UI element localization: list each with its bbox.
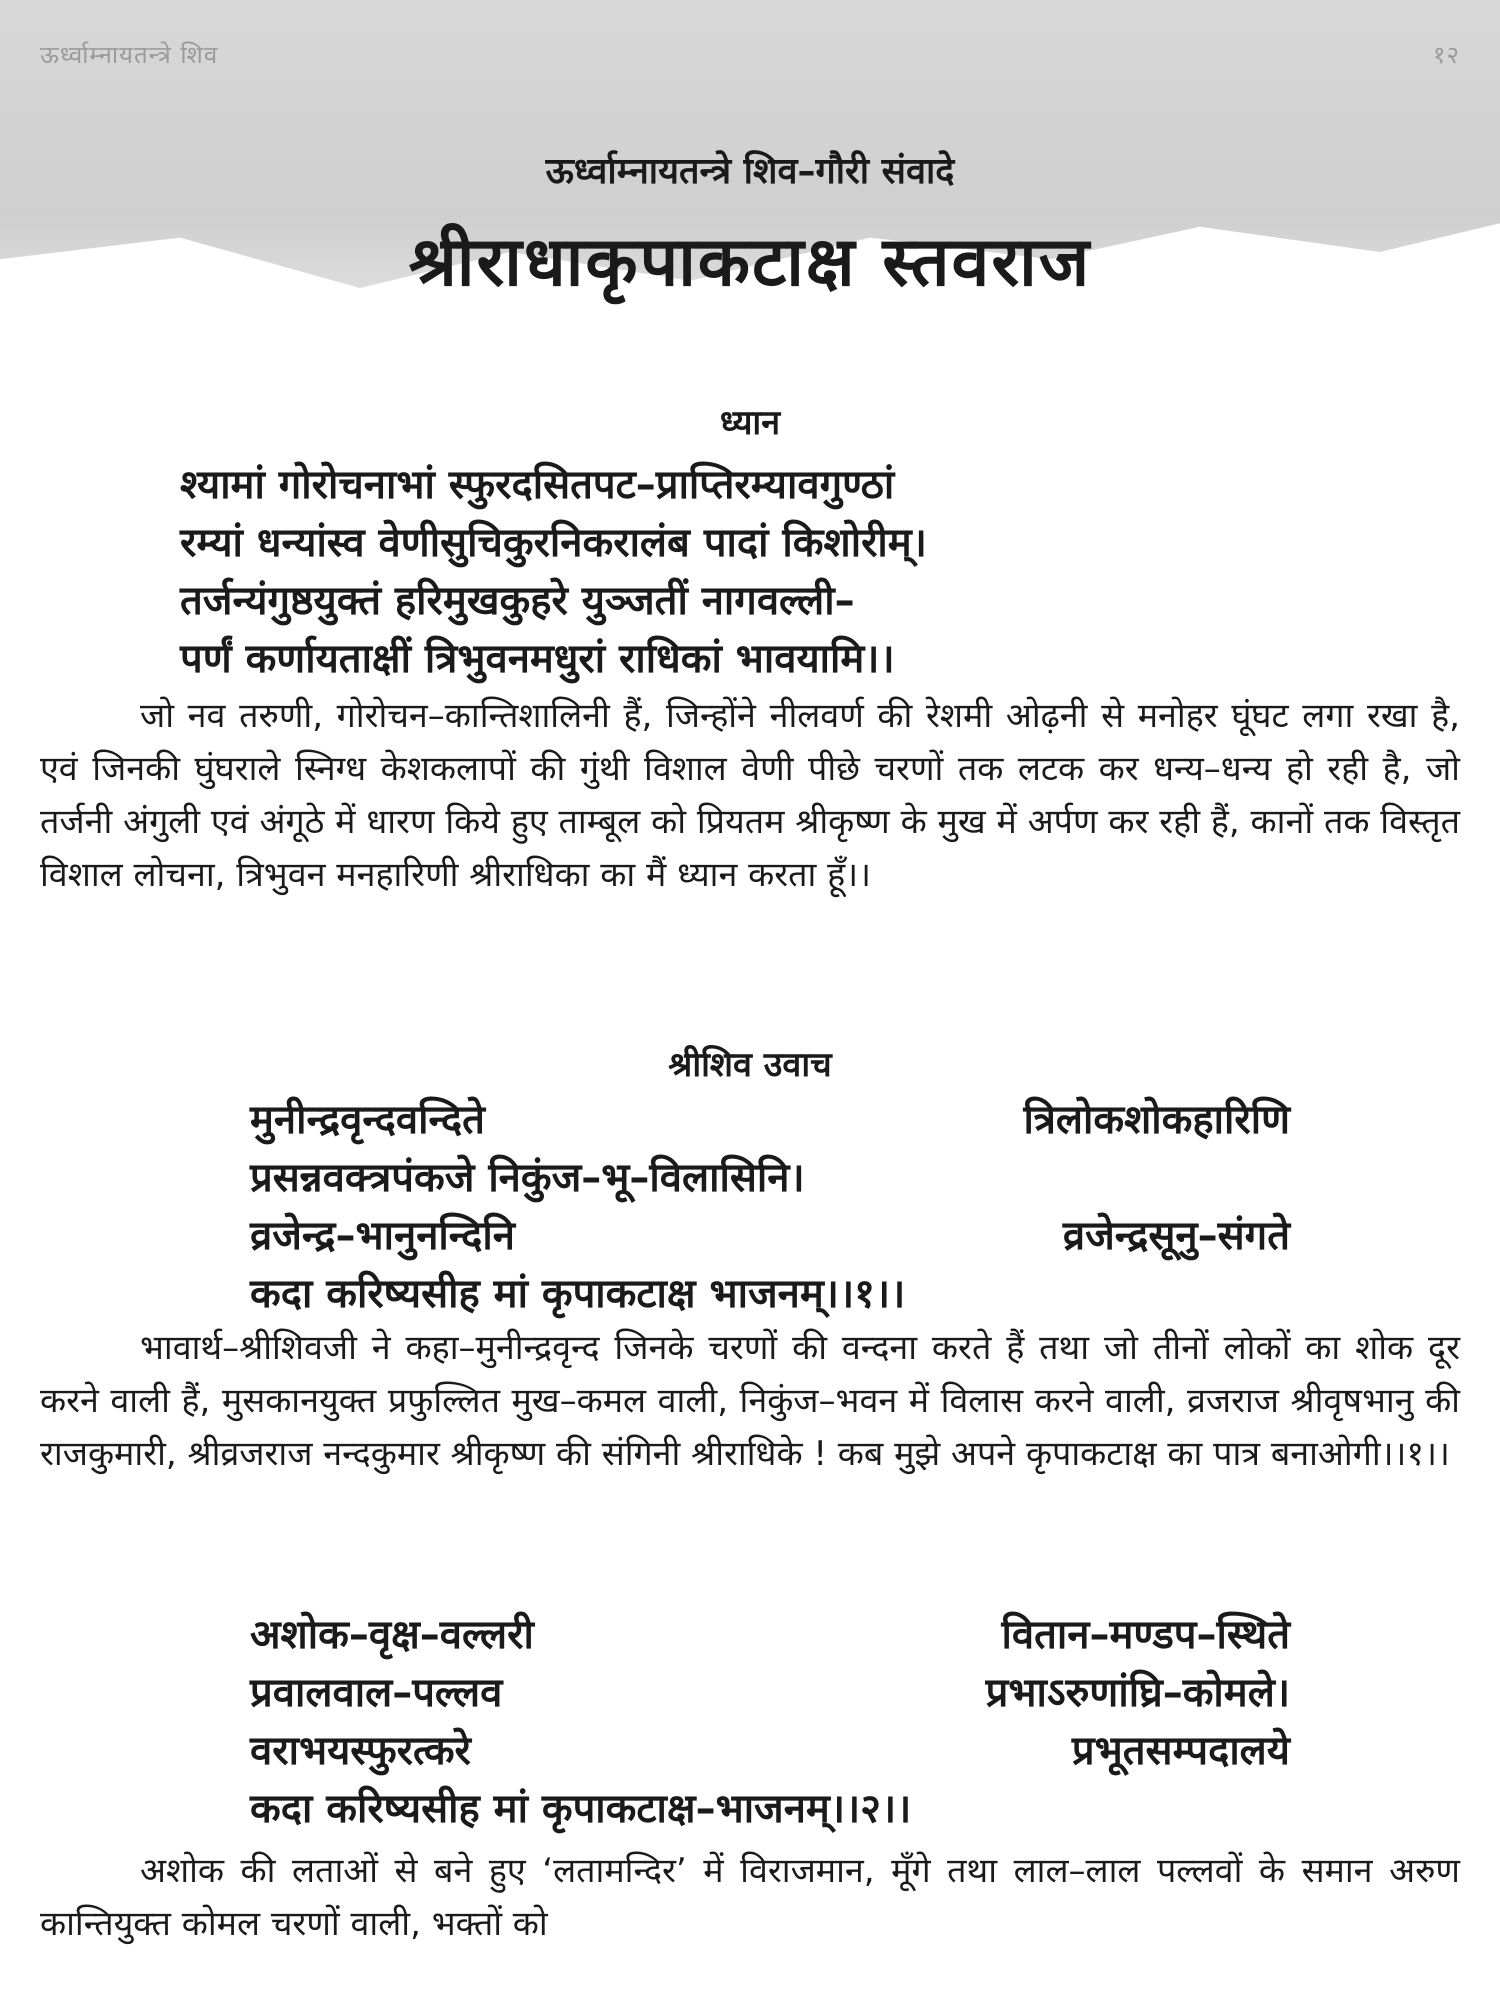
verse-line: [250, 1206, 1290, 1260]
verse-line: [250, 1264, 1290, 1318]
verse-line-text: रम्यां धन्यांस्व वेणीसुचिकुरनिकरालंब पादां किशोरीम्।: [180, 520, 927, 566]
verse-line: [250, 1721, 1290, 1775]
verse-line: [180, 513, 1340, 567]
section-heading-shiva-uvach: श्रीशिव उवाच: [668, 1045, 832, 1085]
top-strip-left: ऊर्ध्वाम्नायतन्त्रे शिव: [40, 41, 219, 69]
page-title: श्रीराधाकृपाकटाक्ष स्तवराज: [408, 223, 1092, 302]
verse-line-second-half: व्रजेन्द्रसूनु–संगते: [1062, 1213, 1290, 1259]
verse-line-first-half: प्रसन्नवक्त्रपंकजे निकुंज–भू–विलासिनि।: [250, 1155, 805, 1201]
verse-line-first-half: प्रवालवाल–पल्लव: [250, 1670, 503, 1716]
faded-top-strip: [40, 38, 1460, 68]
verse-line: [250, 1605, 1290, 1659]
verse-line: [250, 1090, 1290, 1144]
verse-line: [250, 1779, 1290, 1833]
verse-line-text: तर्जन्यंगुष्ठयुक्तं हरिमुखकुहरे युञ्जतीं नागवल्ली–: [180, 578, 855, 624]
verse-line-second-half: प्रभूतसम्पदालये: [1071, 1728, 1290, 1774]
verse-line-text: पर्णं कर्णायताक्षीं त्रिभुवनमधुरां राधिकां भावयामि।।: [180, 636, 895, 682]
verse-line: [180, 629, 1340, 683]
verse-line: [180, 571, 1340, 625]
verse-line-first-half: अशोक–वृक्ष–वल्लरी: [250, 1612, 534, 1658]
shiva-verse-2-meaning: अशोक की लताओं से बने हुए ‘लतामन्दिर’ में विराजमान, मूँगे तथा लाल–लाल पल्लवों के समान अरुण कान्तियुक्त कोमल चरणों वाली, भक्तों को: [40, 1851, 1460, 1944]
verse-line-first-half: वराभयस्फुरत्करे: [250, 1728, 471, 1774]
verse-line: [250, 1148, 1290, 1202]
header-subtitle: ऊर्ध्वाम्नायतन्त्रे शिव–गौरी संवादे: [545, 151, 955, 192]
verse-line-second-half: प्रभाऽरुणांघ्रि–कोमले।: [985, 1670, 1290, 1716]
verse-line-second-half: वितान–मण्डप–स्थिते: [1001, 1612, 1290, 1658]
verse-line-second-half: त्रिलोकशोकहारिणि: [1023, 1097, 1290, 1143]
top-strip-page-number: १२: [1433, 41, 1460, 69]
shiva-verse-1-meaning: भावार्थ–श्रीशिवजी ने कहा–मुनीन्द्रवृन्द जिनके चरणों की वन्दना करते हैं तथा जो तीनों लोकों का शोक दूर करने वाली हैं, मुसकानयुक्त प्रफुल्लित मुख–कमल वाली, निकुंज–भवन में विलास करने वाली, व्रजराज श्रीवृषभानु की राजकुमारी, श्रीव्रजराज नन्दकुमार श्रीकृष्ण की संगिनी श्रीराधिके ! कब मुझे अपने कृपाकटाक्ष का पात्र बनाओगी।।१।।: [40, 1328, 1460, 1474]
verse-line: [180, 455, 1340, 509]
verse-line-first-half: मुनीन्द्रवृन्दवन्दिते: [250, 1097, 485, 1143]
verse-line: [250, 1663, 1290, 1717]
dhyan-meaning-paragraph: जो नव तरुणी, गोरोचन–कान्तिशालिनी हैं, जिन्होंने नीलवर्ण की रेशमी ओढ़नी से मनोहर घूंघट लगा रखा है, एवं जिनकी घुंघराले स्निग्ध केशकलापों की गुंथी विशाल वेणी पीछे चरणों तक लटक कर धन्य–धन्य हो रही है, जो तर्जनी अंगुली एवं अंगूठे में धारण किये हुए ताम्बूल को प्रियतम श्रीकृष्ण के मुख में अर्पण कर रही हैं, कानों तक विस्तृत विशाल लोचना, त्रिभुवन मनहारिणी श्रीराधिका का मैं ध्यान करता हूँ।।: [40, 696, 1460, 895]
verse-line-first-half: व्रजेन्द्र–भानुनन्दिनि: [250, 1213, 515, 1259]
verse-line-first-half: कदा करिष्यसीह मां कृपाकटाक्ष–भाजनम्।।२।।: [250, 1786, 912, 1832]
verse-line-first-half: कदा करिष्यसीह मां कृपाकटाक्ष भाजनम्।।१।।: [250, 1271, 906, 1317]
verse-line-text: श्यामां गोरोचनाभां स्फुरदसितपट–प्राप्तिरम्यावगुण्ठां: [180, 462, 895, 508]
section-heading-dhyan: ध्यान: [719, 403, 781, 443]
